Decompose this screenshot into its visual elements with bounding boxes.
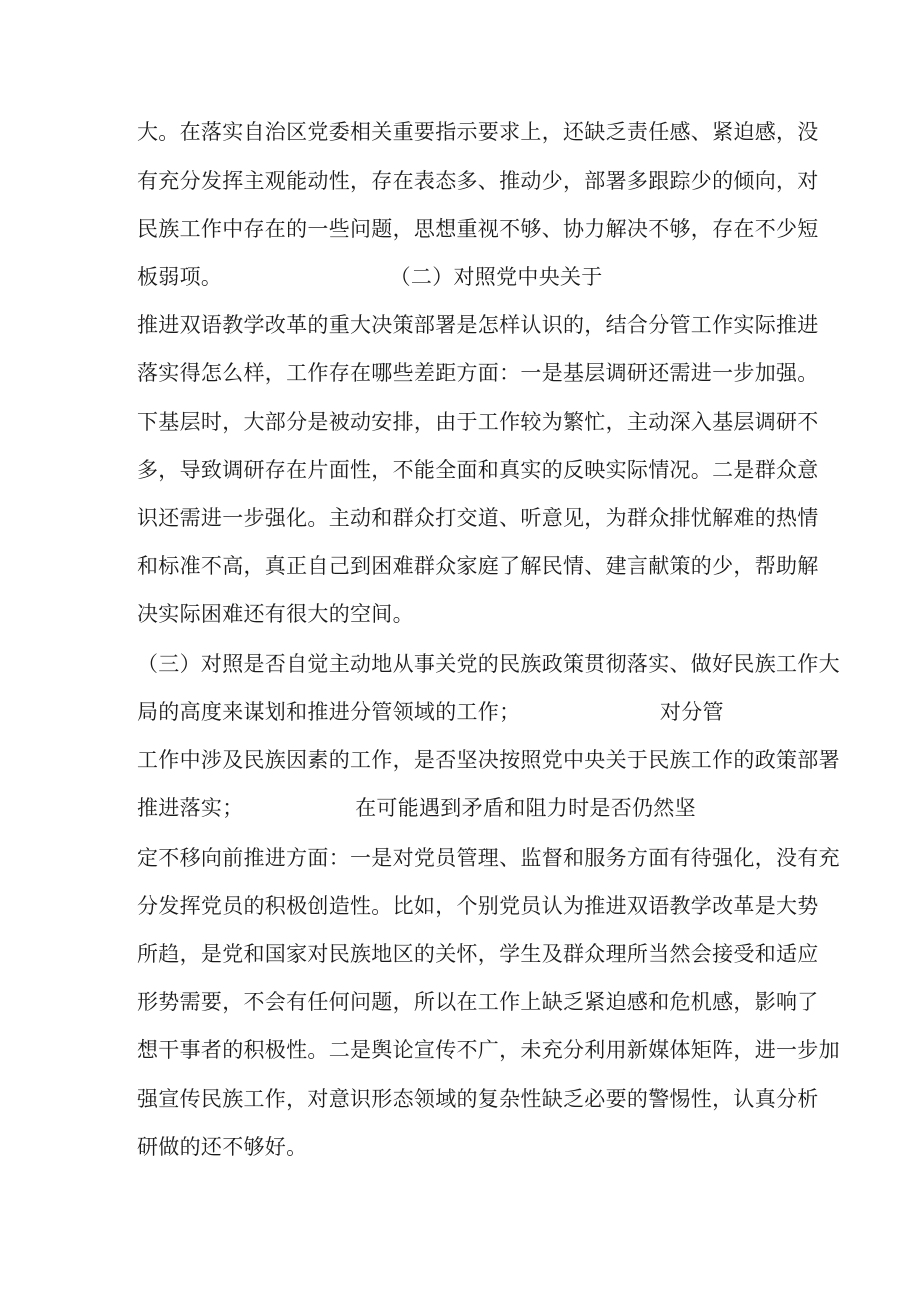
text-line: 推进落实； 在可能遇到矛盾和阻力时是否仍然坚	[137, 796, 696, 820]
text-line: 局的高度来谋划和推进分管领域的工作； 对分管	[137, 700, 724, 724]
text-line: （三）对照是否自觉主动地从事关党的民族政策贯彻落实、做好民族工作大	[137, 652, 840, 676]
text-line: 大。在落实自治区党委相关重要指示要求上，还缺乏责任感、紧迫感，没	[137, 120, 819, 144]
text-line: 下基层时，大部分是被动安排，由于工作较为繁忙，主动深入基层调研不	[137, 410, 819, 434]
text-line: 强宣传民族工作，对意识形态领域的复杂性缺乏必要的警惕性，认真分析	[137, 1087, 819, 1111]
text-line: 分发挥党员的积极创造性。比如，个别党员认为推进双语教学改革是大势	[137, 894, 819, 918]
text-line: 民族工作中存在的一些问题，思想重视不够、协力解决不够，存在不少短	[137, 217, 819, 241]
text-line: 推进双语教学改革的重大决策部署是怎样认识的，结合分管工作实际推进	[137, 313, 819, 337]
text-line: 多，导致调研存在片面性，不能全面和真实的反映实际情况。二是群众意	[137, 458, 819, 482]
text-line: 有充分发挥主观能动性，存在表态多、推动少，部署多跟踪少的倾向，对	[137, 169, 819, 193]
text-line: 和标准不高，真正自己到困难群众家庭了解民情、建言献策的少，帮助解	[137, 554, 819, 578]
text-line: 板弱项。 （二）对照党中央关于	[137, 265, 603, 289]
text-line: 定不移向前推进方面：一是对党员管理、监督和服务方面有待强化，没有充	[137, 846, 840, 870]
text-line: 想干事者的积极性。二是舆论宣传不广，未充分利用新媒体矩阵，进一步加	[137, 1038, 840, 1062]
text-line: 落实得怎么样，工作存在哪些差距方面：一是基层调研还需进一步加强。	[137, 361, 819, 385]
text-line: 决实际困难还有很大的空间。	[137, 602, 414, 626]
text-line: 工作中涉及民族因素的工作，是否坚决按照党中央关于民族工作的政策部署	[137, 748, 840, 772]
text-line: 识还需进一步强化。主动和群众打交道、听意见，为群众排忧解难的热情	[137, 506, 819, 530]
text-line: 所趋，是党和国家对民族地区的关怀，学生及群众理所当然会接受和适应	[137, 942, 819, 966]
text-line: 形势需要，不会有任何问题，所以在工作上缺乏紧迫感和危机感，影响了	[137, 990, 819, 1014]
text-line: 研做的还不够好。	[137, 1135, 308, 1159]
